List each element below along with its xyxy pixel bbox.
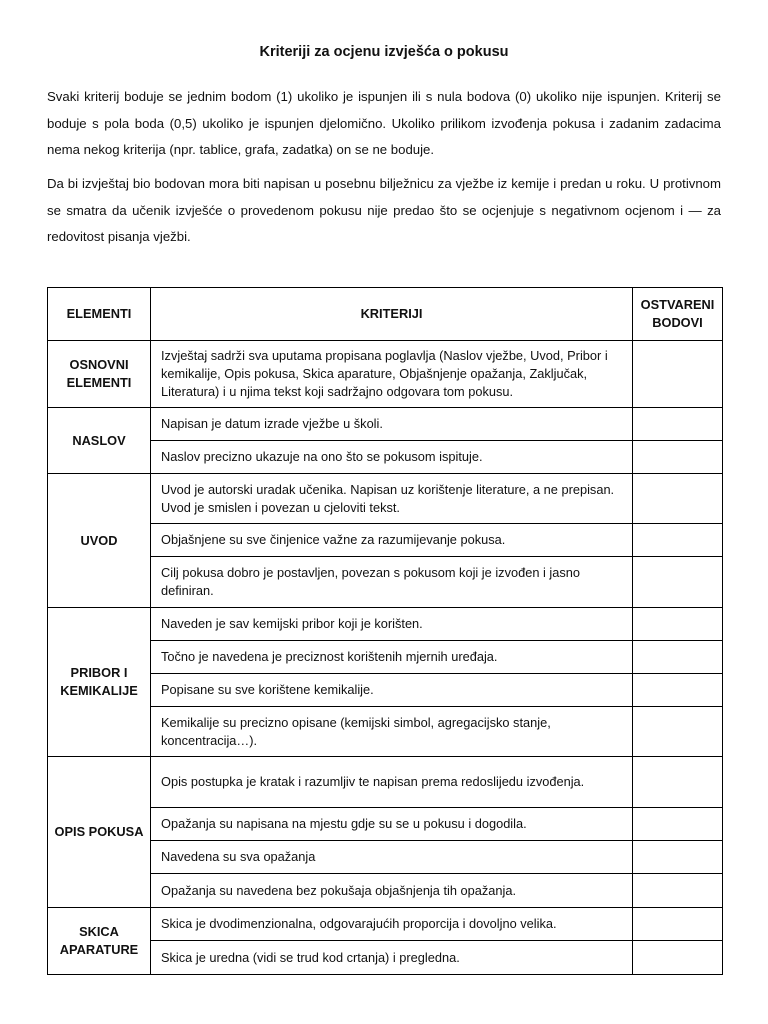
points-cell[interactable]	[633, 908, 723, 941]
points-cell[interactable]	[633, 441, 723, 474]
points-cell[interactable]	[633, 608, 723, 641]
criterion-cell: Napisan je datum izrade vježbe u školi.	[151, 408, 633, 441]
element-opis-pokusa: OPIS POKUSA	[48, 757, 151, 908]
criterion-cell: Točno je navedena je preciznost korištenih mjernih uređaja.	[151, 641, 633, 674]
element-uvod: UVOD	[48, 474, 151, 608]
points-cell[interactable]	[633, 808, 723, 841]
header-elements: ELEMENTI	[48, 288, 151, 341]
criterion-cell: Opažanja su napisana na mjestu gdje su se u pokusu i dogodila.	[151, 808, 633, 841]
criterion-cell: Skica je uredna (vidi se trud kod crtanja) i pregledna.	[151, 941, 633, 975]
table-row	[48, 408, 723, 441]
table-header-row	[48, 288, 723, 341]
criterion-cell: Opažanja su navedena bez pokušaja objašnjenja tih opažanja.	[151, 874, 633, 908]
criterion-cell: Cilj pokusa dobro je postavljen, povezan s pokusom koji je izvođen i jasno definiran.	[151, 557, 633, 608]
points-cell[interactable]	[633, 474, 723, 524]
table-row	[48, 608, 723, 641]
criterion-cell: Popisane su sve korištene kemikalije.	[151, 674, 633, 707]
criterion-cell: Naveden je sav kemijski pribor koji je korišten.	[151, 608, 633, 641]
criterion-cell: Naslov precizno ukazuje na ono što se pokusom ispituje.	[151, 441, 633, 474]
criterion-cell: Skica je dvodimenzionalna, odgovarajućih proporcija i dovoljno velika.	[151, 908, 633, 941]
document-title: Kriteriji za ocjenu izvješća o pokusu	[259, 44, 509, 60]
points-cell[interactable]	[633, 341, 723, 408]
table-row	[48, 757, 723, 808]
points-cell[interactable]	[633, 707, 723, 757]
points-cell[interactable]	[633, 408, 723, 441]
table-row	[48, 474, 723, 524]
table-row	[48, 341, 723, 408]
element-pribor: PRIBOR I KEMIKALIJE	[48, 608, 151, 757]
criteria-table	[47, 287, 723, 975]
intro-paragraph-submission: Da bi izvještaj bio bodovan mora biti napisan u posebnu bilježnicu za vježbe iz kemije i predan u roku. U protivnom se smatra da učenik izvješće o provedenom pokusu nije predao što se ocjenjuje s negativnom ocjenom i — za redovitost pisanja vježbi.	[47, 176, 721, 244]
table-row	[48, 908, 723, 941]
header-criteria: KRITERIJI	[151, 288, 633, 341]
element-osnovni: OSNOVNI ELEMENTI	[48, 341, 151, 408]
criterion-cell: Izvještaj sadrži sva uputama propisana poglavlja (Naslov vježbe, Uvod, Pribor i kemikalije, Opis pokusa, Skica aparature, Objašnjenje opažanja, Zaključak, Literatura) i u njima tekst koji sadržajno odgovara tom pokusu.	[151, 341, 633, 408]
points-cell[interactable]	[633, 557, 723, 608]
points-cell[interactable]	[633, 524, 723, 557]
points-cell[interactable]	[633, 874, 723, 908]
element-skica: SKICA APARATURE	[48, 908, 151, 975]
points-cell[interactable]	[633, 841, 723, 874]
points-cell[interactable]	[633, 641, 723, 674]
points-cell[interactable]	[633, 674, 723, 707]
criterion-cell: Kemikalije su precizno opisane (kemijski simbol, agregacijsko stanje, koncentracija…).	[151, 707, 633, 757]
points-cell[interactable]	[633, 941, 723, 975]
criterion-cell: Opis postupka je kratak i razumljiv te napisan prema redoslijedu izvođenja.	[151, 757, 633, 808]
criterion-cell: Navedena su sva opažanja	[151, 841, 633, 874]
intro-paragraph-scoring: Svaki kriterij boduje se jednim bodom (1) ukoliko je ispunjen ili s nula bodova (0) ukoliko nije ispunjen. Kriterij se boduje s pola boda (0,5) ukoliko je ispunjen djelomično. Ukoliko prilikom izvođenja pokusa i zadanim zadacima nema nekog kriterija (npr. tablice, grafa, zadatka) on se ne boduje.	[47, 89, 721, 157]
points-cell[interactable]	[633, 757, 723, 808]
element-naslov: NASLOV	[48, 408, 151, 474]
header-points: OSTVARENI BODOVI	[633, 288, 723, 341]
criterion-cell: Objašnjene su sve činjenice važne za razumijevanje pokusa.	[151, 524, 633, 557]
criterion-cell: Uvod je autorski uradak učenika. Napisan uz korištenje literature, a ne prepisan. Uvod je smislen i povezan u cjeloviti tekst.	[151, 474, 633, 524]
